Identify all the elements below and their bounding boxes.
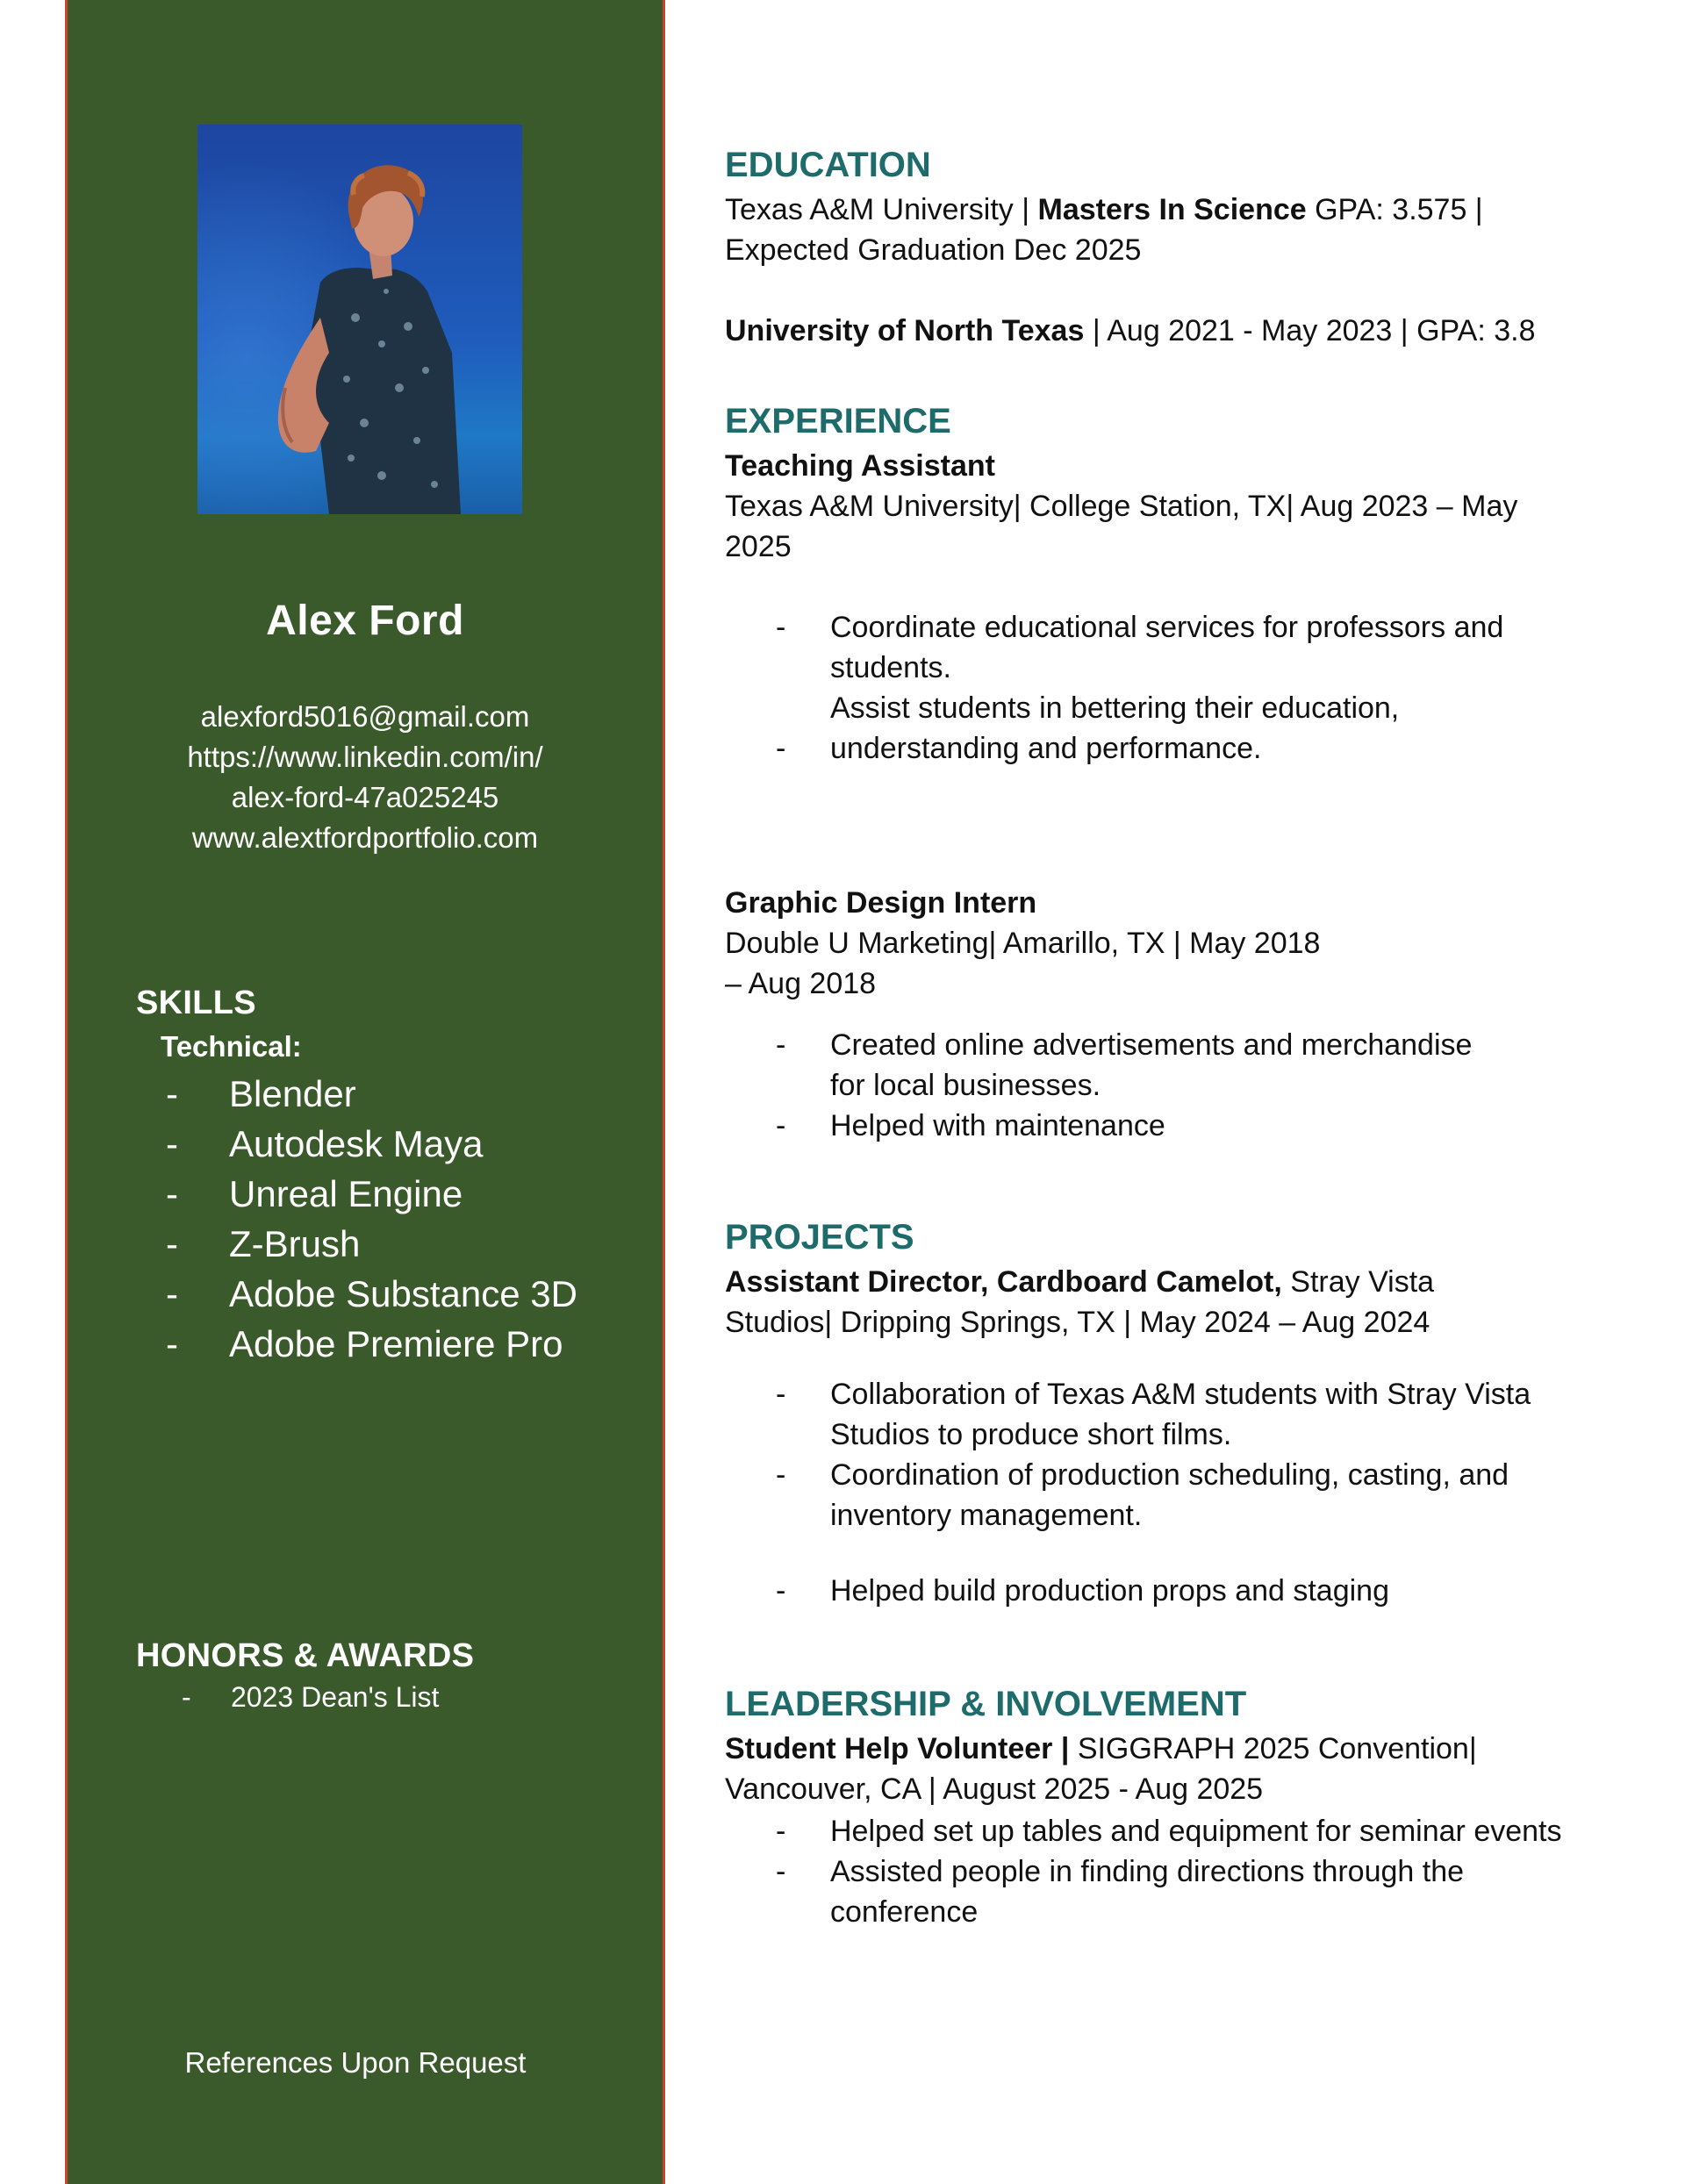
skill-item: - Adobe Substance 3D — [166, 1273, 577, 1314]
skill-item: - Unreal Engine — [166, 1173, 463, 1214]
list-item: - Helped build production props and staging — [776, 1574, 1390, 1608]
leadership-role-line: Student Help Volunteer | SIGGRAPH 2025 Convention| — [725, 1732, 1477, 1765]
project-bullets-extra — [771, 1571, 1389, 1611]
job-details: Double U Marketing| Amarillo, TX | May 2018 — [725, 927, 1321, 960]
job-bullets — [771, 1025, 1472, 1146]
honors-list — [182, 1681, 439, 1714]
list-item: students. — [830, 651, 951, 684]
experience-heading: EXPERIENCE — [725, 402, 951, 440]
projects-heading: PROJECTS — [725, 1218, 914, 1257]
list-item: conference — [830, 1895, 979, 1929]
list-item: - Created online advertisements and merchandise — [776, 1028, 1473, 1062]
linkedin-link-line1[interactable]: https://www.linkedin.com/in/ — [187, 741, 543, 773]
list-item: - Assisted people in finding directions through the — [776, 1855, 1465, 1888]
portfolio-link[interactable]: www.alextfordportfolio.com — [191, 821, 539, 854]
education-tamu-line: Texas A&M University | Masters In Science GPA: 3.575 | — [725, 193, 1483, 226]
job-details: 2025 — [725, 530, 792, 563]
list-item: - Collaboration of Texas A&M students with Stray Vista — [776, 1378, 1531, 1411]
leadership-heading: LEADERSHIP & INVOLVEMENT — [725, 1685, 1247, 1723]
sidebar — [65, 0, 665, 2184]
profile-photo — [197, 125, 522, 514]
skills-heading: SKILLS — [136, 985, 256, 1021]
education-unt-line: University of North Texas | Aug 2021 - May 2023 | GPA: 3.8 — [725, 314, 1536, 347]
list-item: - Helped set up tables and equipment for seminar events — [776, 1815, 1562, 1848]
skills-list — [166, 1069, 577, 1369]
list-item: - understanding and performance. — [776, 732, 1262, 765]
education-heading: EDUCATION — [725, 146, 931, 184]
references-note: References Upon Request — [184, 2046, 527, 2079]
job-title: Teaching Assistant — [725, 449, 995, 483]
list-item: - Coordination of production scheduling, casting, and — [776, 1458, 1509, 1492]
skill-item: - Adobe Premiere Pro — [166, 1323, 563, 1364]
list-item: inventory management. — [830, 1499, 1143, 1532]
email-text[interactable]: alexford5016@gmail.com — [200, 700, 530, 733]
skills-subheading: Technical: — [161, 1030, 302, 1063]
skill-item: - Blender — [166, 1073, 356, 1114]
profile-photo-illustration — [197, 125, 522, 514]
job-details: – Aug 2018 — [725, 967, 877, 1000]
job-details: Texas A&M University| College Station, TX| Aug 2023 – May — [725, 490, 1518, 523]
honors-heading: HONORS & AWARDS — [136, 1637, 475, 1674]
skill-item: - Z-Brush — [166, 1223, 361, 1264]
honor-item: - 2023 Dean's List — [182, 1681, 440, 1713]
list-item: for local businesses. — [830, 1069, 1101, 1102]
education-tamu-graduation: Expected Graduation Dec 2025 — [725, 233, 1142, 267]
linkedin-link-line2[interactable]: alex-ford-47a025245 — [231, 781, 499, 813]
project-details: Studios| Dripping Springs, TX | May 2024 – Aug 2024 — [725, 1306, 1430, 1339]
list-item: - Helped with maintenance — [776, 1109, 1165, 1142]
leadership-details: Vancouver, CA | August 2025 - Aug 2025 — [725, 1772, 1264, 1806]
list-item: Assist students in bettering their education, — [830, 691, 1400, 725]
project-title-line: Assistant Director, Cardboard Camelot, Stray Vista — [725, 1265, 1435, 1299]
person-name: Alex Ford — [266, 598, 464, 644]
contact-block — [68, 697, 663, 858]
job-title: Graphic Design Intern — [725, 886, 1037, 920]
leadership-bullets — [771, 1811, 1562, 1932]
job-bullets — [771, 607, 1503, 769]
skill-item: - Autodesk Maya — [166, 1123, 484, 1164]
list-item: - Coordinate educational services for professors and — [776, 611, 1504, 644]
project-bullets — [771, 1374, 1531, 1536]
list-item: Studios to produce short films. — [830, 1418, 1232, 1451]
